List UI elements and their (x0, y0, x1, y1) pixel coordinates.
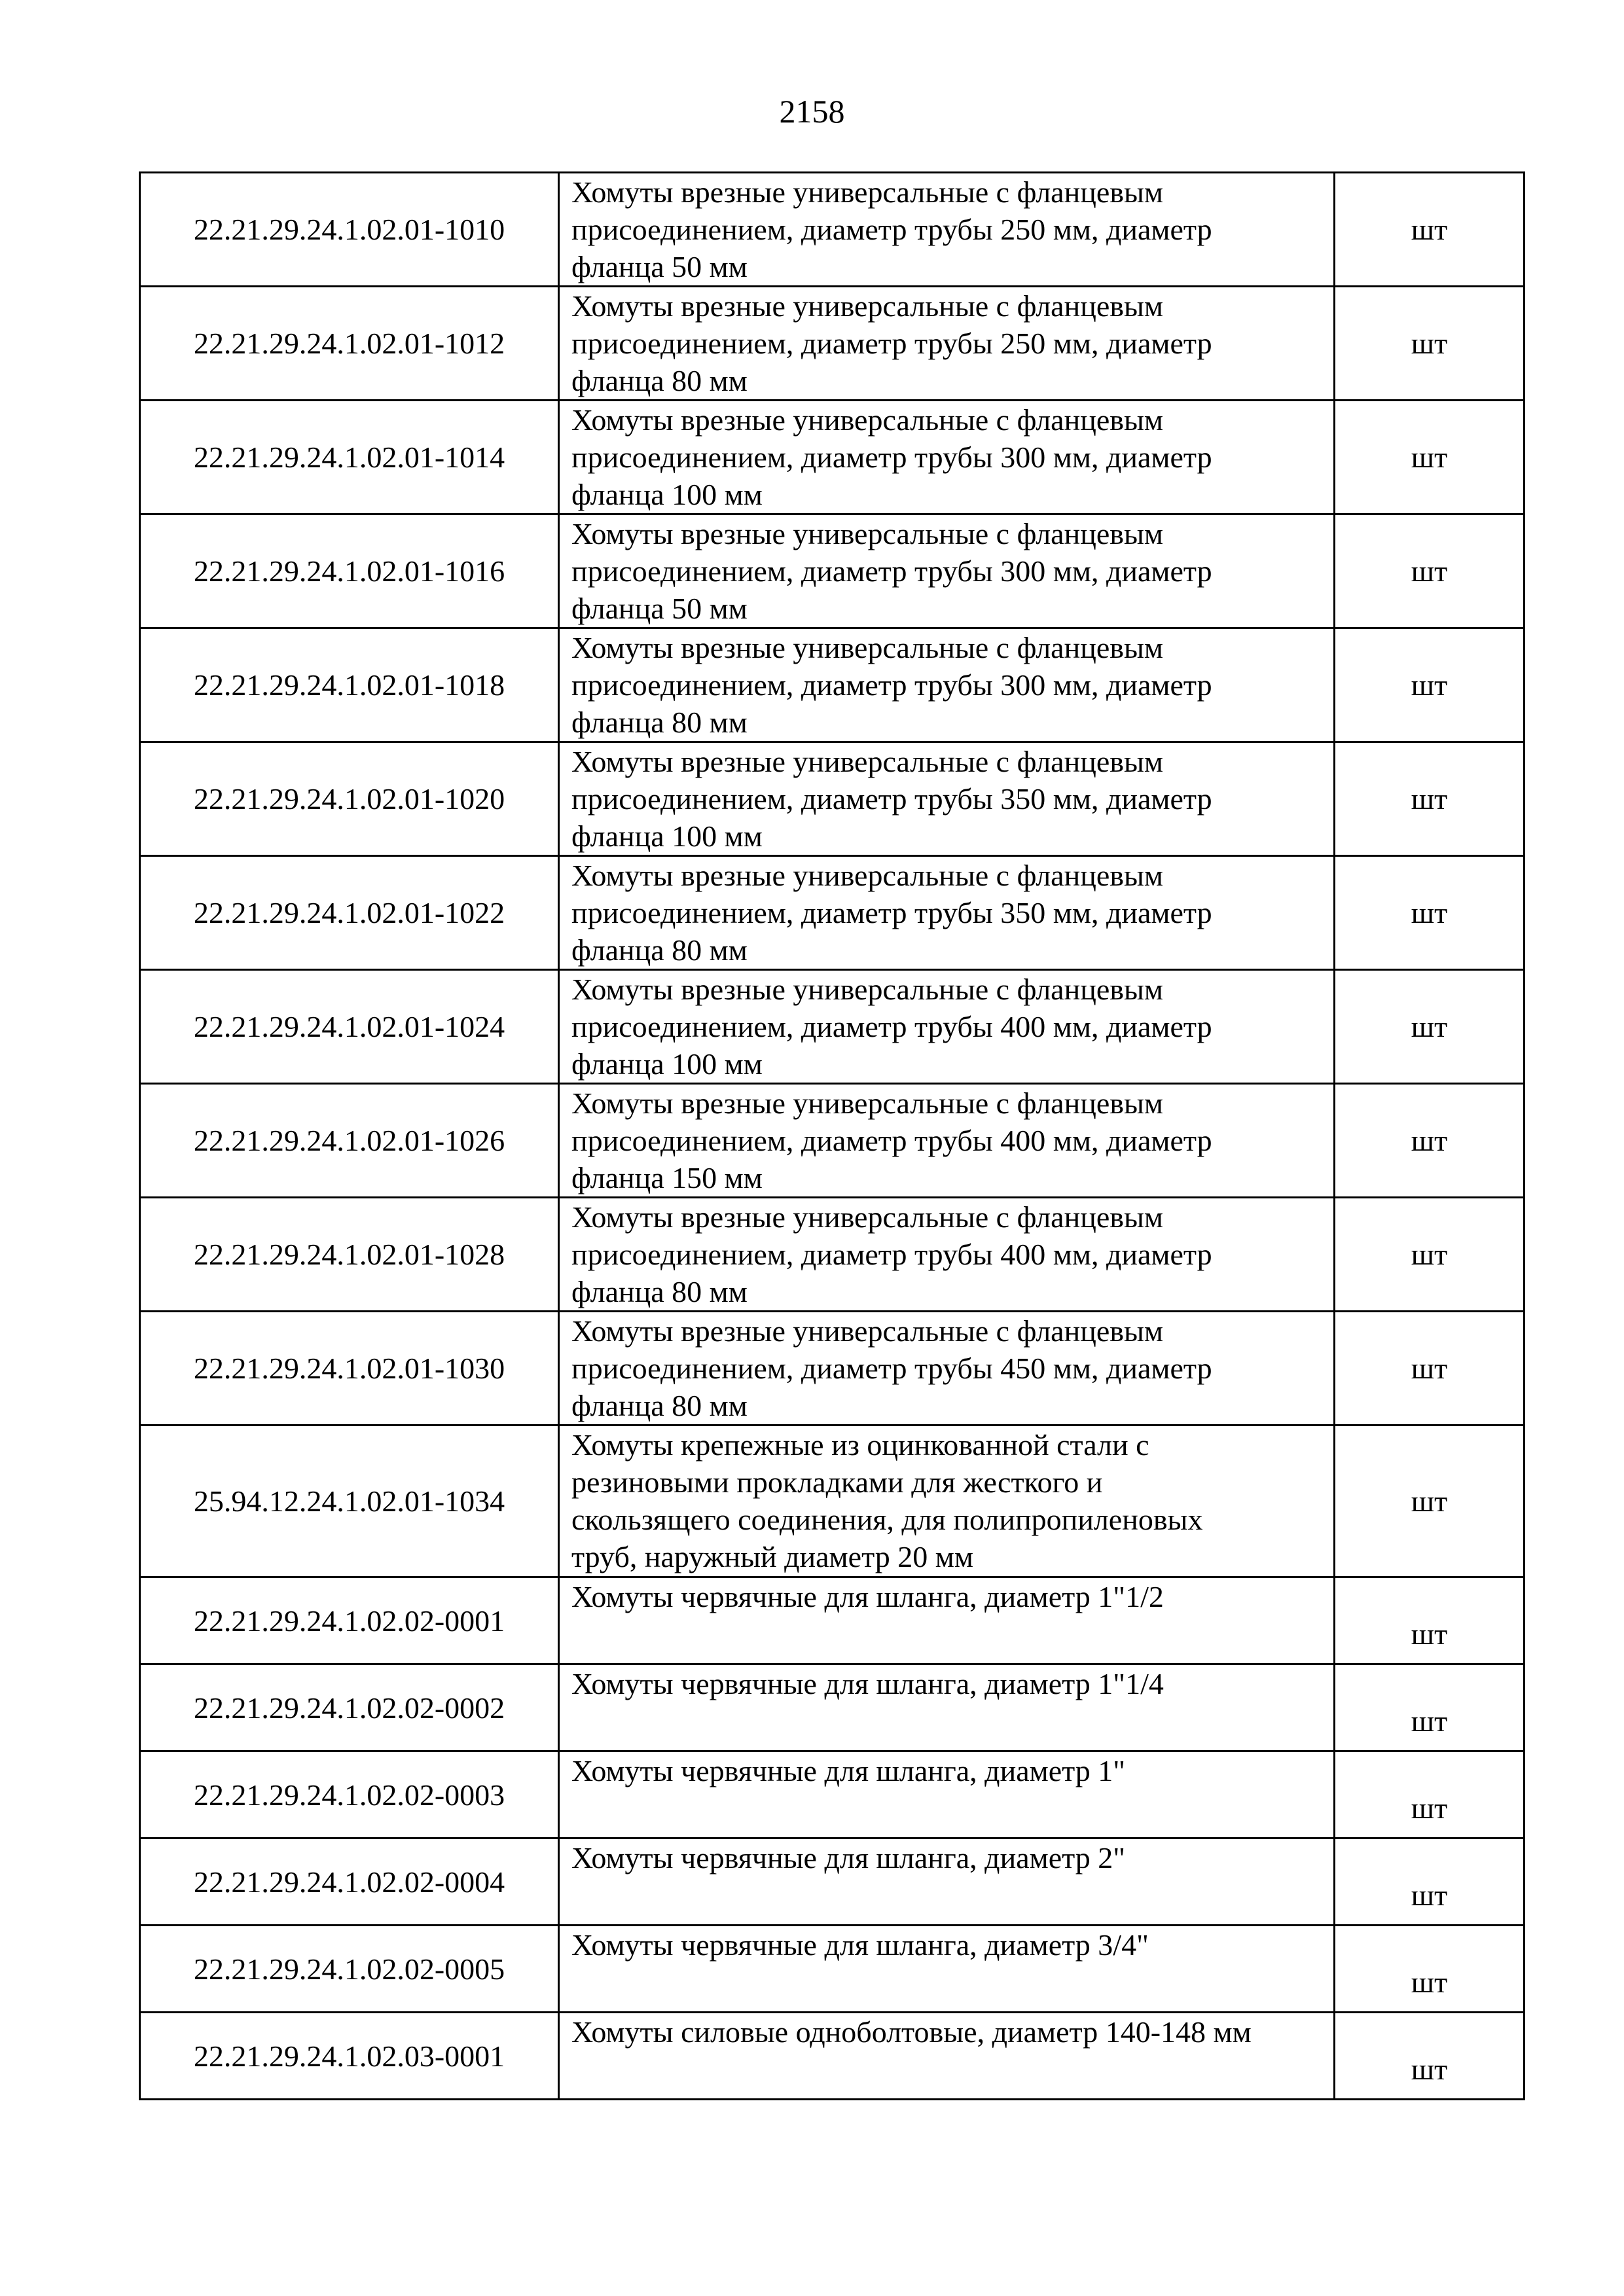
resource-description (559, 1426, 1335, 1577)
table-row (140, 1577, 1525, 1664)
unit-of-measure: шт (1335, 1839, 1525, 1926)
table-row (140, 742, 1525, 856)
resource-description (559, 1198, 1335, 1312)
resource-code: 22.21.29.24.1.02.02-0002 (140, 1664, 559, 1751)
description-line: Хомуты врезные универсальные с фланцевым (571, 517, 1163, 550)
unit-of-measure: шт (1335, 970, 1525, 1084)
resource-code: 22.21.29.24.1.02.01-1020 (140, 742, 559, 856)
resource-description (559, 856, 1335, 970)
description-line: Хомуты врезные универсальные с фланцевым (571, 1200, 1163, 1234)
resource-code: 22.21.29.24.1.02.01-1018 (140, 628, 559, 742)
table-row (140, 856, 1525, 970)
description-line: присоединением, диаметр трубы 350 мм, диаметр (571, 896, 1212, 929)
unit-of-measure: шт (1335, 1577, 1525, 1664)
table-row (140, 1751, 1525, 1839)
unit-of-measure: шт (1335, 1426, 1525, 1577)
description-line: присоединением, диаметр трубы 300 мм, диаметр (571, 668, 1212, 702)
resource-description (559, 1664, 1335, 1751)
resource-description (559, 1926, 1335, 2013)
description-line: фланца 80 мм (571, 1275, 748, 1308)
unit-of-measure: шт (1335, 628, 1525, 742)
description-line: фланца 50 мм (571, 250, 748, 283)
unit-of-measure: шт (1335, 856, 1525, 970)
table-row (140, 1926, 1525, 2013)
resource-description (559, 514, 1335, 628)
description-line: присоединением, диаметр трубы 300 мм, диаметр (571, 440, 1212, 474)
unit-of-measure: шт (1335, 514, 1525, 628)
resource-description (559, 1839, 1335, 1926)
description-line: присоединением, диаметр трубы 400 мм, диаметр (571, 1124, 1212, 1157)
resource-description (559, 1577, 1335, 1664)
unit-of-measure: шт (1335, 287, 1525, 401)
description-line: присоединением, диаметр трубы 250 мм, диаметр (571, 327, 1212, 360)
unit-of-measure: шт (1335, 1312, 1525, 1426)
table-row (140, 514, 1525, 628)
resource-code: 22.21.29.24.1.02.01-1012 (140, 287, 559, 401)
description-line: Хомуты червячные для шланга, диаметр 2" (571, 1841, 1126, 1874)
unit-of-measure: шт (1335, 173, 1525, 287)
unit-of-measure: шт (1335, 2013, 1525, 2100)
description-line: Хомуты врезные универсальные с фланцевым (571, 745, 1163, 778)
unit-of-measure: шт (1335, 1084, 1525, 1198)
resource-description (559, 1751, 1335, 1839)
description-line: Хомуты врезные универсальные с фланцевым (571, 1086, 1163, 1120)
description-line: резиновыми прокладками для жесткого и (571, 1465, 1103, 1499)
table-row (140, 628, 1525, 742)
description-line: Хомуты врезные универсальные с фланцевым (571, 631, 1163, 664)
resource-code: 22.21.29.24.1.02.03-0001 (140, 2013, 559, 2100)
resource-code: 22.21.29.24.1.02.01-1014 (140, 401, 559, 514)
unit-of-measure: шт (1335, 1751, 1525, 1839)
resource-code: 22.21.29.24.1.02.02-0003 (140, 1751, 559, 1839)
table-row (140, 970, 1525, 1084)
description-line: фланца 150 мм (571, 1161, 763, 1194)
description-line: Хомуты врезные универсальные с фланцевым (571, 289, 1163, 323)
description-line: фланца 100 мм (571, 1047, 763, 1081)
resource-description (559, 401, 1335, 514)
table-row (140, 173, 1525, 287)
description-line: Хомуты силовые одноболтовые, диаметр 140-148 мм (571, 2015, 1252, 2049)
description-line: фланца 100 мм (571, 478, 763, 511)
description-line: присоединением, диаметр трубы 400 мм, диаметр (571, 1010, 1212, 1043)
table-row (140, 287, 1525, 401)
table-row (140, 1312, 1525, 1426)
table-row (140, 401, 1525, 514)
unit-of-measure: шт (1335, 742, 1525, 856)
resource-code: 25.94.12.24.1.02.01-1034 (140, 1426, 559, 1577)
description-line: Хомуты врезные универсальные с фланцевым (571, 175, 1163, 209)
resource-description (559, 287, 1335, 401)
catalog-table (139, 171, 1525, 2100)
resource-description (559, 628, 1335, 742)
description-line: Хомуты червячные для шланга, диаметр 1"1/4 (571, 1667, 1164, 1700)
description-line: присоединением, диаметр трубы 250 мм, диаметр (571, 213, 1212, 246)
resource-code: 22.21.29.24.1.02.01-1024 (140, 970, 559, 1084)
resource-code: 22.21.29.24.1.02.01-1010 (140, 173, 559, 287)
description-line: Хомуты врезные универсальные с фланцевым (571, 403, 1163, 437)
description-line: фланца 80 мм (571, 1389, 748, 1422)
description-line: фланца 80 мм (571, 933, 748, 967)
unit-of-measure: шт (1335, 1926, 1525, 2013)
description-line: фланца 100 мм (571, 819, 763, 853)
resource-code: 22.21.29.24.1.02.01-1026 (140, 1084, 559, 1198)
catalog-table-body (140, 173, 1525, 2100)
description-line: Хомуты червячные для шланга, диаметр 1" (571, 1754, 1126, 1787)
resource-code: 22.21.29.24.1.02.01-1022 (140, 856, 559, 970)
resource-description (559, 742, 1335, 856)
description-line: Хомуты червячные для шланга, диаметр 1"1/2 (571, 1580, 1164, 1613)
description-line: присоединением, диаметр трубы 400 мм, диаметр (571, 1238, 1212, 1271)
description-line: присоединением, диаметр трубы 350 мм, диаметр (571, 782, 1212, 816)
resource-code: 22.21.29.24.1.02.02-0005 (140, 1926, 559, 2013)
resource-code: 22.21.29.24.1.02.02-0001 (140, 1577, 559, 1664)
description-line: присоединением, диаметр трубы 300 мм, диаметр (571, 554, 1212, 588)
description-line: Хомуты врезные универсальные с фланцевым (571, 1314, 1163, 1348)
description-line: фланца 80 мм (571, 706, 748, 739)
table-row (140, 1198, 1525, 1312)
description-line: Хомуты врезные универсальные с фланцевым (571, 859, 1163, 892)
table-row (140, 1664, 1525, 1751)
page-number: 2158 (779, 93, 845, 130)
description-line: фланца 80 мм (571, 364, 748, 397)
unit-of-measure: шт (1335, 401, 1525, 514)
description-line: фланца 50 мм (571, 592, 748, 625)
table-row (140, 1426, 1525, 1577)
resource-code: 22.21.29.24.1.02.01-1030 (140, 1312, 559, 1426)
description-line: скользящего соединения, для полипропиленовых (571, 1503, 1203, 1536)
resource-description (559, 1312, 1335, 1426)
resource-description (559, 970, 1335, 1084)
resource-description (559, 173, 1335, 287)
description-line: труб, наружный диаметр 20 мм (571, 1540, 973, 1573)
unit-of-measure: шт (1335, 1198, 1525, 1312)
resource-code: 22.21.29.24.1.02.01-1028 (140, 1198, 559, 1312)
description-line: Хомуты червячные для шланга, диаметр 3/4" (571, 1928, 1149, 1962)
description-line: Хомуты врезные универсальные с фланцевым (571, 973, 1163, 1006)
resource-code: 22.21.29.24.1.02.01-1016 (140, 514, 559, 628)
resource-description (559, 2013, 1335, 2100)
unit-of-measure: шт (1335, 1664, 1525, 1751)
table-row (140, 2013, 1525, 2100)
resource-description (559, 1084, 1335, 1198)
table-row (140, 1839, 1525, 1926)
description-line: Хомуты крепежные из оцинкованной стали с (571, 1428, 1149, 1462)
description-line: присоединением, диаметр трубы 450 мм, диаметр (571, 1352, 1212, 1385)
resource-code: 22.21.29.24.1.02.02-0004 (140, 1839, 559, 1926)
table-row (140, 1084, 1525, 1198)
